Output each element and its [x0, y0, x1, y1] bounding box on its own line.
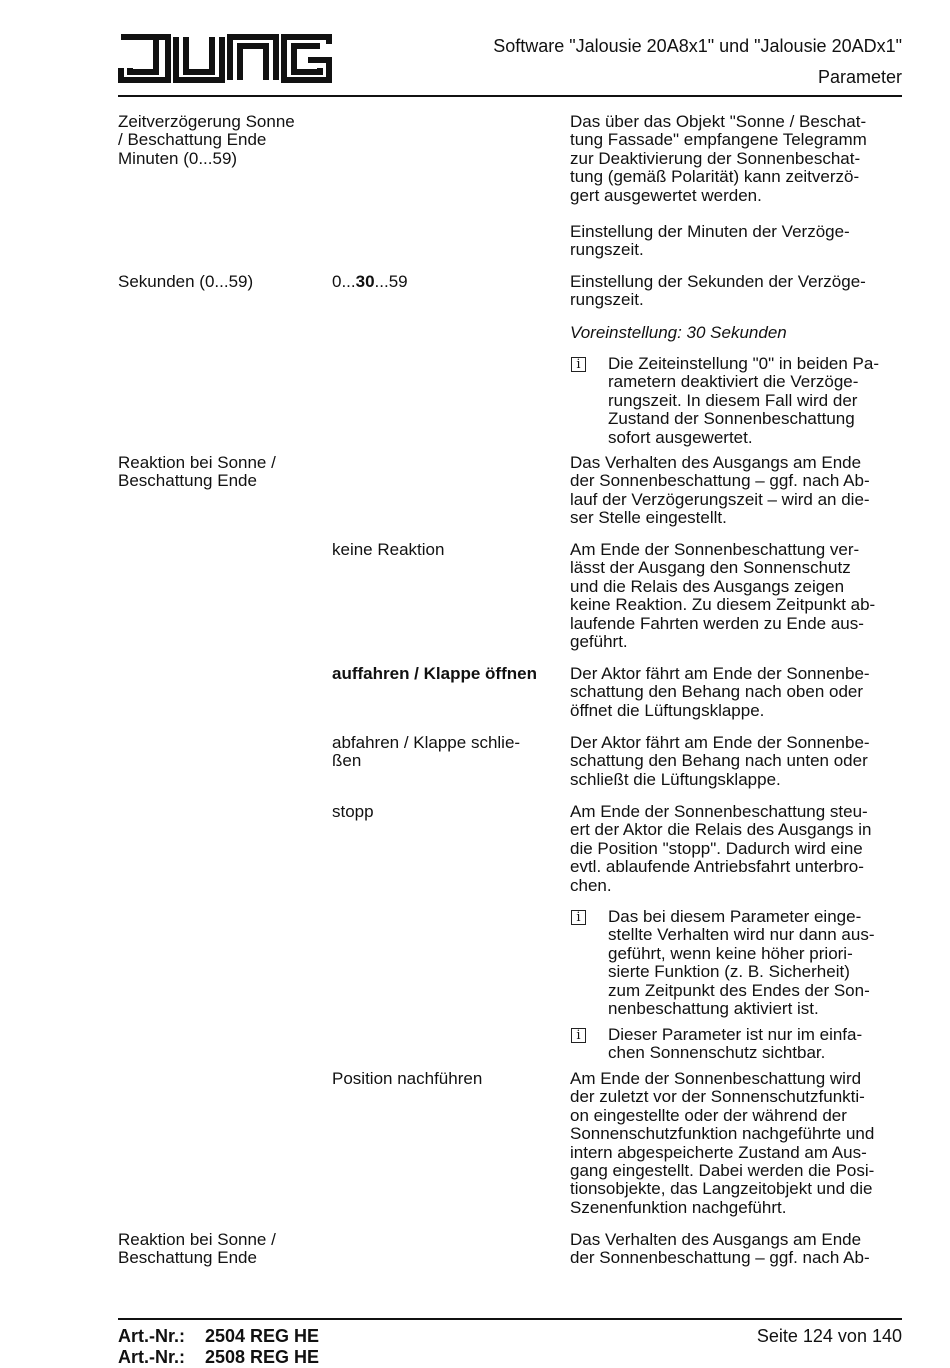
option-value: stopp	[332, 802, 374, 821]
param-description: Einstellung der Sekunden der Verzöge- rungszeit.	[570, 272, 866, 310]
parameter-table	[118, 0, 902, 1365]
info-note: Dieser Parameter ist nur im einfa- chen Sonnenschutz sichtbar.	[608, 1025, 863, 1063]
param-value-range: 0...30...59	[332, 272, 408, 291]
param-description: Einstellung der Minuten der Verzöge- rungszeit.	[570, 222, 850, 260]
option-value: keine Reaktion	[332, 540, 445, 559]
option-value: abfahren / Klappe schlie- ßen	[332, 733, 521, 771]
param-name: Zeitverzögerung Sonne / Beschattung Ende Minuten (0...59)	[118, 112, 295, 168]
param-description: Das über das Objekt "Sonne / Beschat- tung Fassade" empfangene Telegramm zur Deaktivierung der Sonnenbeschat- tung (gemäß Polarität) kann zeitverzö- gert ausgewertet werden.	[570, 112, 867, 205]
info-note: Das bei diesem Parameter einge- stellte Verhalten wird nur dann aus- geführt, wenn keine höher priori- sierte Funktion (z. B. Sicherheit) zum Zeitpunkt des Endes der Son- nenbeschattung aktiviert ist.	[608, 907, 875, 1019]
info-icon: i	[571, 357, 586, 372]
option-description: Am Ende der Sonnenbeschattung ver- lässt der Ausgang den Sonnenschutz und die Relais des Ausgangs zeigen keine Reaktion. Zu diesem Zeitpunkt ab- laufende Fahrten werden zu Ende aus- geführt.	[570, 540, 876, 652]
default-setting: Voreinstellung: 30 Sekunden	[570, 323, 787, 342]
article-label: Art.-Nr.:	[118, 1326, 185, 1346]
option-description: Am Ende der Sonnenbeschattung wird der zuletzt vor der Sonnenschutzfunkti- on eingestellte oder der während der Sonnenschutzfunktion nachgeführte und intern abgespeicherte Zustand am Aus- gang eingestellt. Dabei werden die Posi- tionsobjekte, das Langzeitobjekt und die Szenenfunktion nachgeführt.	[570, 1069, 875, 1217]
option-description: Am Ende der Sonnenbeschattung steu- ert der Aktor die Relais des Ausgangs in die Position "stopp". Dadurch wird eine evtl. ablaufende Antriebsfahrt unterbro- chen.	[570, 802, 872, 895]
option-description: Der Aktor fährt am Ende der Sonnenbe- schattung den Behang nach oben oder öffnet die Lüftungsklappe.	[570, 664, 870, 720]
param-name: Reaktion bei Sonne / Beschattung Ende	[118, 453, 276, 491]
header-title: Software "Jalousie 20A8x1" und "Jalousie 20ADx1"	[493, 36, 902, 56]
param-description: Das Verhalten des Ausgangs am Ende der Sonnenbeschattung – ggf. nach Ab- lauf der Verzögerungszeit – wird an die- ser Stelle eingestellt.	[570, 453, 870, 528]
article-number: 2508 REG HE	[205, 1347, 320, 1367]
info-icon: i	[571, 1028, 586, 1043]
footer-rule	[118, 1318, 902, 1320]
option-value: Position nachführen	[332, 1069, 483, 1088]
option-value-default: auffahren / Klappe öffnen	[332, 664, 537, 683]
article-label: Art.-Nr.:	[118, 1347, 185, 1367]
param-name: Reaktion bei Sonne / Beschattung Ende	[118, 1230, 276, 1268]
info-note: Die Zeiteinstellung "0" in beiden Pa- rametern deaktiviert die Verzöge- rungszeit. In diesem Fall wird der Zustand der Sonnenbeschattung sofort ausgewertet.	[608, 354, 880, 447]
param-description: Das Verhalten des Ausgangs am Ende der Sonnenbeschattung – ggf. nach Ab-	[570, 1230, 870, 1268]
info-icon: i	[571, 910, 586, 925]
param-name: Sekunden (0...59)	[118, 272, 254, 291]
header-subtitle: Parameter	[817, 67, 902, 87]
article-number: 2504 REG HE	[205, 1326, 320, 1346]
option-description: Der Aktor fährt am Ende der Sonnenbe- schattung den Behang nach unten oder schließt die Lüftungsklappe.	[570, 733, 870, 789]
article-numbers	[118, 1326, 319, 1368]
page-number: Seite 124 von 140	[756, 1326, 902, 1346]
